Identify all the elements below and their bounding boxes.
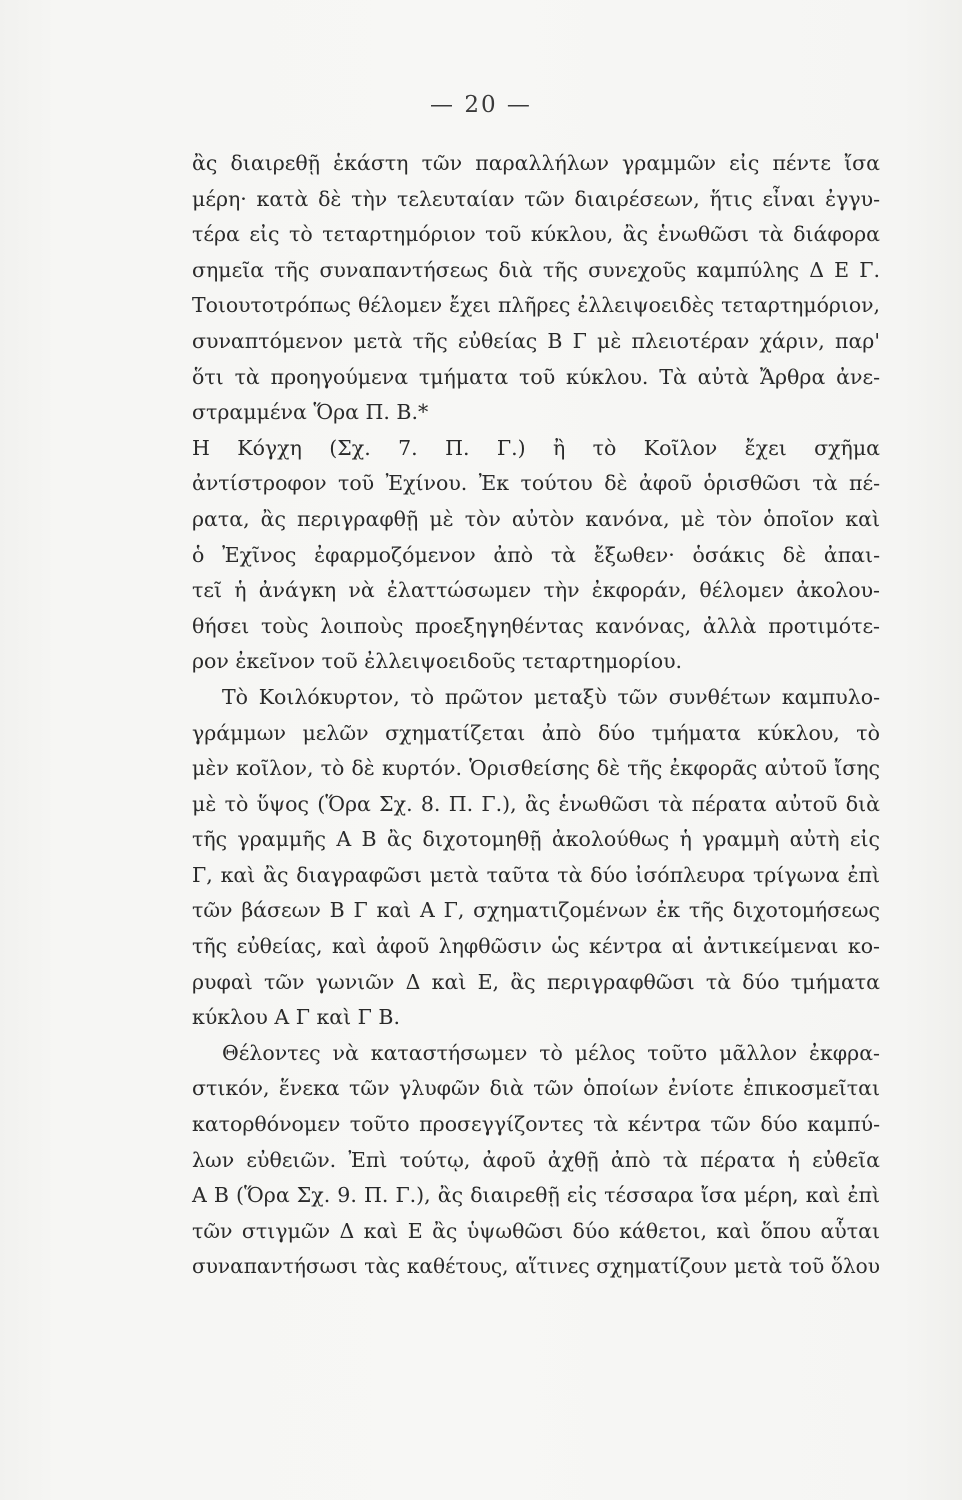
text-line: ὁ Ἐχῖνος ἐφαρμοζόμενον ἀπὸ τὰ ἔξωθεν· ὁσάκις δὲ ἀπαι- (192, 542, 880, 567)
text-line: ρυφαὶ τῶν γωνιῶν Δ καὶ Ε, ἂς περιγραφθῶσι τὰ δύο τμήματα (192, 969, 880, 994)
page-number: — 20 — (430, 92, 532, 118)
text-line: Α Β (Ὅρα Σχ. 9. Π. Γ.), ἂς διαιρεθῇ εἰς τέσσαρα ἴσα μέρη, καὶ ἐπὶ (192, 1183, 880, 1208)
text-line: ἀντίστροφον τοῦ Ἐχίνου. Ἐκ τούτου δὲ ἀφοῦ ὁρισθῶσι τὰ πέ- (192, 471, 880, 496)
text-line: τῶν στιγμῶν Δ καὶ Ε ἂς ὑψωθῶσι δύο κάθετοι, καὶ ὅπου αὗται (192, 1218, 880, 1243)
text-line: ἂς διαιρεθῇ ἑκάστη τῶν παραλλήλων γραμμῶν εἰς πέντε ἴσα (192, 151, 880, 175)
text-line: τῆς εὐθείας, καὶ ἀφοῦ ληφθῶσιν ὡς κέντρα αἱ ἀντικείμεναι κο- (192, 934, 880, 959)
text-line: στικόν, ἕνεκα τῶν γλυφῶν διὰ τῶν ὁποίων ἐνίοτε ἐπικοσμεῖται (192, 1076, 880, 1101)
text-line: ὅτι τὰ προηγούμενα τμήματα τοῦ κύκλου. Τὰ αὐτὰ Ἄρθρα ἀνε- (192, 364, 880, 389)
text-line: μέρη· κατὰ δὲ τὴν τελευταίαν τῶν διαιρέσεων, ἥτις εἶναι ἐγγυ- (192, 186, 880, 211)
text-line: ρατα, ἂς περιγραφθῇ μὲ τὸν αὐτὸν κανόνα, μὲ τὸν ὁποῖον καὶ (192, 506, 880, 531)
paragraph (192, 1036, 880, 1285)
text-line: θήσει τοὺς λοιποὺς προεξηγηθέντας κανόνας, ἀλλὰ προτιμότε- (192, 613, 880, 638)
text-line: λων εὐθειῶν. Ἐπὶ τούτῳ, ἀφοῦ ἀχθῇ ἀπὸ τὰ πέρατα ἡ εὐθεῖα (192, 1147, 880, 1172)
text-line: συναπαντήσωσι τὰς καθέτους, αἵτινες σχηματίζουν μετὰ τοῦ ὅλου (192, 1254, 880, 1279)
paragraph (192, 431, 880, 680)
paragraph (192, 680, 880, 1036)
text-line: τέρα εἰς τὸ τεταρτημόριον τοῦ κύκλου, ἂς ἑνωθῶσι τὰ διάφορα (192, 222, 880, 247)
text-line: Θέλοντες νὰ καταστήσωμεν τὸ μέλος τοῦτο μᾶλλον ἐκφρα- (222, 1040, 880, 1065)
text-line: γράμμων μελῶν σχηματίζεται ἀπὸ δύο τμήματα κύκλου, τὸ (192, 720, 880, 745)
text-line: Η Κόγχη (Σχ. 7. Π. Γ.) ἢ τὸ Κοῖλον ἔχει σχῆμα (192, 435, 880, 460)
text-line: συναπτόμενον μετὰ τῆς εὐθείας Β Γ μὲ πλειοτέραν χάριν, παρ' (192, 328, 880, 353)
text-line: μὲν κοῖλον, τὸ δὲ κυρτόν. Ὁρισθείσης δὲ τῆς ἐκφορᾶς αὐτοῦ ἴσης (192, 756, 880, 781)
text-line: Τοιουτοτρόπως θέλομεν ἔχει πλῆρες ἐλλειψοειδὲς τεταρτημόριον, (192, 293, 880, 318)
paragraph (192, 146, 880, 431)
text-line: σημεῖα τῆς συναπαντήσεως διὰ τῆς συνεχοῦς καμπύλης Δ Ε Γ. (192, 257, 880, 282)
body-text (192, 146, 880, 1285)
text-line: ρον ἐκεῖνον τοῦ ἐλλειψοειδοῦς τεταρτημορίου. (192, 649, 683, 674)
text-line: κύκλου Α Γ καὶ Γ Β. (192, 1005, 400, 1030)
text-line: στραμμένα Ὅρα Π. Β.* (192, 400, 429, 425)
text-line: τῆς γραμμῆς Α Β ἂς διχοτομηθῇ ἀκολούθως ἡ γραμμὴ αὐτὴ εἰς (192, 827, 880, 852)
text-line: κατορθόνομεν τοῦτο προσεγγίζοντες τὰ κέντρα τῶν δύο καμπύ- (192, 1112, 880, 1137)
text-line: τεῖ ἡ ἀνάγκη νὰ ἐλαττώσωμεν τὴν ἐκφοράν, θέλομεν ἀκολου- (192, 578, 880, 603)
text-line: τῶν βάσεων Β Γ καὶ Α Γ, σχηματιζομένων ἐκ τῆς διχοτομήσεως (192, 898, 880, 923)
text-line: μὲ τὸ ὕψος (Ὅρα Σχ. 8. Π. Γ.), ἂς ἑνωθῶσι τὰ πέρατα αὐτοῦ διὰ (192, 791, 880, 816)
text-line: Τὸ Κοιλόκυρτον, τὸ πρῶτον μεταξὺ τῶν συνθέτων καμπυλο- (222, 684, 880, 709)
text-line: Γ, καὶ ἂς διαγραφῶσι μετὰ ταῦτα τὰ δύο ἰσόπλευρα τρίγωνα ἐπὶ (192, 862, 880, 887)
